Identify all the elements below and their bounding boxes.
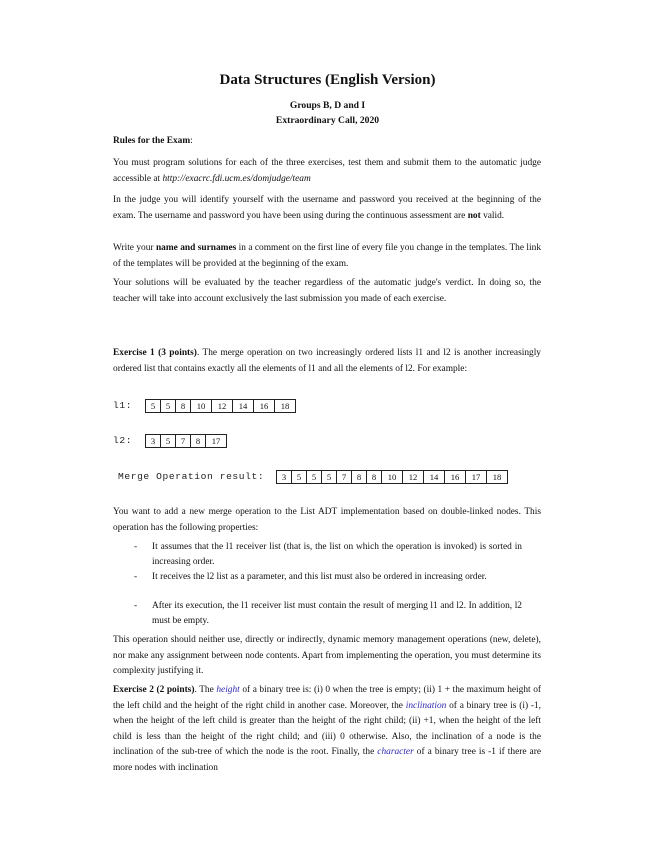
list-cell: 5 [291,470,307,484]
rules-heading: Rules for the Exam: [113,136,193,146]
list-cell: 16 [253,399,275,413]
result-list [276,470,508,484]
list-cell: 5 [145,399,161,413]
list-cell: 12 [211,399,233,413]
exercise1-heading: Exercise 1 (3 points) [113,348,197,358]
list-cell: 7 [336,470,352,484]
bullet-marker: - [134,601,138,611]
list-cell: 10 [190,399,212,413]
result-label: Merge Operation result: [118,471,265,482]
list-cell: 14 [232,399,254,413]
l2-list [145,434,227,448]
bullet-item: It receives the l2 list as a parameter, and this list must also be ordered in increasing order. [152,572,487,582]
list-cell: 3 [145,434,161,448]
list-cell: 5 [160,434,176,448]
document-title: Data Structures (English Version) [219,72,436,88]
bullet-marker: - [134,572,138,582]
bullet-marker: - [134,542,138,552]
call-subtitle: Extraordinary Call, 2020 [275,115,380,126]
list-cell: 7 [175,434,191,448]
l1-list [145,399,296,413]
list-cell: 5 [306,470,322,484]
list-cell: 8 [175,399,191,413]
list-cell: 18 [274,399,296,413]
list-cell: 10 [381,470,403,484]
groups-subtitle: Groups B, D and I [289,100,366,111]
list-cell: 3 [276,470,292,484]
exercise1-closing: This operation should neither use, directly or indirectly, dynamic memory management operations (new, delete), nor make any assignment between node contents. Apart from implementing the operation, you must determine its complexity justifying it. [113,635,541,677]
list-cell: 8 [190,434,206,448]
exercise1-intro: Exercise 1 (3 points). The merge operation on two increasingly ordered lists l1 and l2 is another increasingly ordered list that contains exactly all the elements of l1 and all the elements of l2. For example: [113,348,541,374]
l1-label: l1: [113,400,133,411]
exercise1-paragraph: You want to add a new merge operation to the List ADT implementation based on double-linked nodes. This operation has the following properties: [113,507,541,533]
l2-label: l2: [113,435,133,446]
rules-paragraph-4: Your solutions will be evaluated by the teacher regardless of the automatic judge's verdict. In doing so, the teacher will take into account exclusively the last submission you made of each exercise. [113,278,541,304]
rules-paragraph-3: Write your name and surnames in a comment on the first line of every file you change in the templates. The link of the templates will be provided at the beginning of the exam. [113,243,542,269]
list-cell: 18 [486,470,508,484]
list-cell: 5 [321,470,337,484]
list-cell: 5 [160,399,176,413]
exercise2-text: Exercise 2 (2 points). The height of a binary tree is: (i) 0 when the tree is empty; (ii) 1 + the maximum height of the left child and the height of the right child in another case. Moreover, the inclination of a binary tree is (i) -1, when the height of the left child is greater than the height of the right child; (ii) +1, when the height of the left child is less than the height of the right child; and (iii) 0 otherwise. Also, the inclination of a node is the inclination of the sub-tree of which the node is the root. Finally, the character of a binary tree is -1 if there are more nodes with inclination [113,685,542,773]
list-cell: 17 [205,434,227,448]
rules-paragraph-1: You must program solutions for each of the three exercises, test them and submit them to the automatic judge accessible at http://exacrc.fdi.ucm.es/domjudge/team [113,158,541,184]
bullet-item: It assumes that the l1 receiver list (that is, the list on which the operation is invoked) is sorted in increasing order. [152,542,522,567]
term-height: height [216,685,240,695]
list-cell: 14 [423,470,445,484]
list-cell: 8 [366,470,382,484]
rules-paragraph-2: In the judge you will identify yourself with the username and password you received at the beginning of the exam. The username and password you have been using during the continuous assessment are not valid. [113,195,541,221]
term-character: character [377,747,414,758]
list-cell: 16 [444,470,466,484]
term-inclination: inclination [405,700,447,711]
list-cell: 12 [402,470,424,484]
exercise2-heading: Exercise 2 (2 points) [113,685,195,695]
list-cell: 8 [351,470,367,484]
list-cell: 17 [465,470,487,484]
judge-url[interactable]: http://exacrc.fdi.ucm.es/domjudge/team [162,173,311,184]
bullet-item: After its execution, the l1 receiver list must contain the result of merging l1 and l2. In addition, l2 must be empty. [152,601,522,626]
